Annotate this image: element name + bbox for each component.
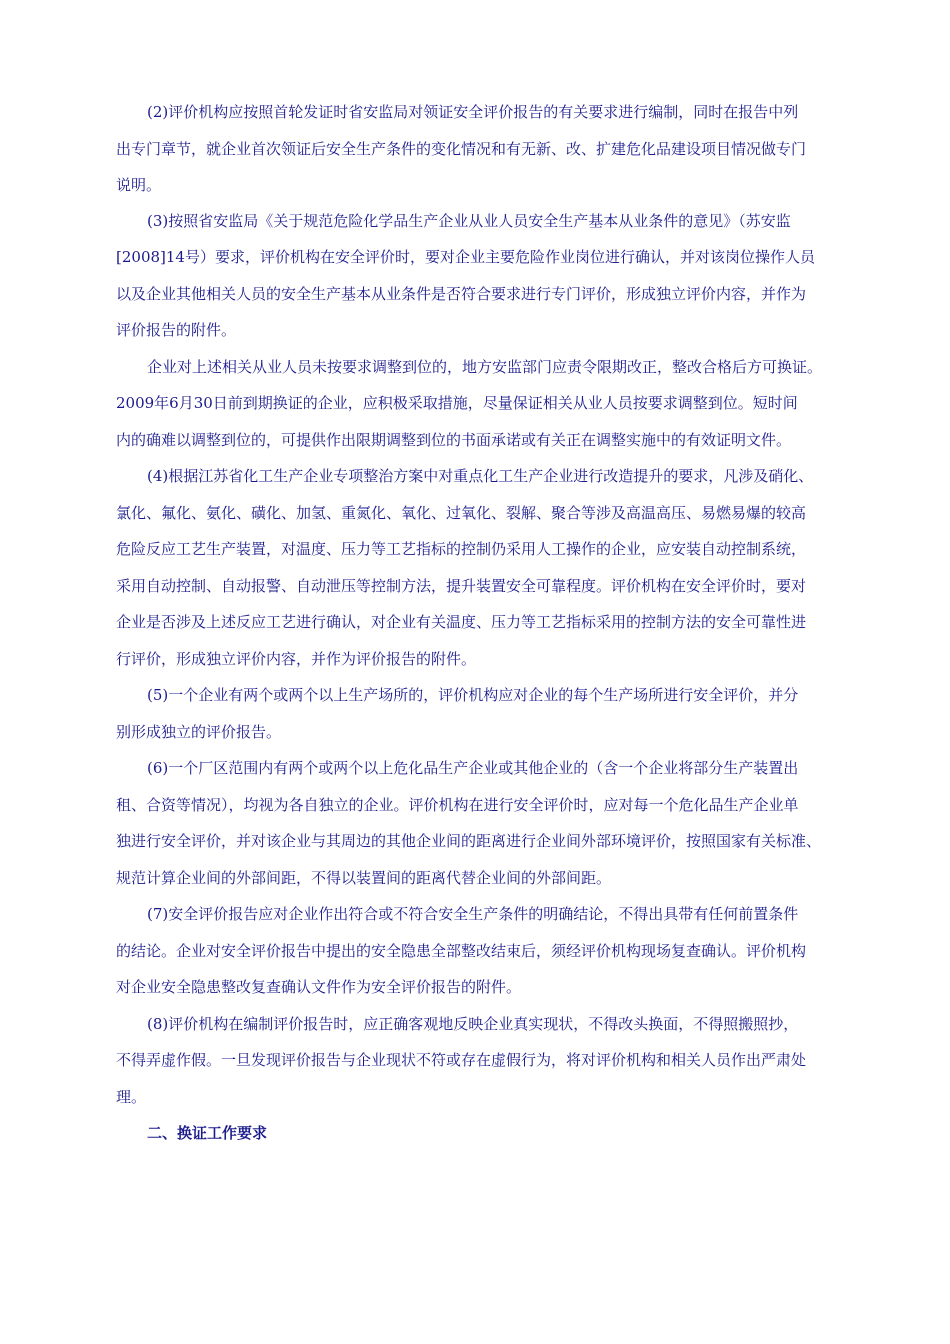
paragraph-8-line-2: 不得弄虚作假。一旦发现评价报告与企业现状不符或存在虚假行为，将对评价机构和相关人员作出严肃处 — [116, 1051, 807, 1069]
paragraph-2-line-2: 出专门章节，就企业首次领证后安全生产条件的变化情况和有无新、改、扩建危化品建设项目情况做专门 — [116, 140, 807, 158]
paragraph-4-line-3: 危险反应工艺生产装置，对温度、压力等工艺指标的控制仍采用人工操作的企业，应安装自动控制系统， — [116, 540, 807, 558]
paragraph-6-line-3: 独进行安全评价，并对该企业与其周边的其他企业间的距离进行企业间外部环境评价，按照国家有关标准、 — [116, 832, 822, 850]
paragraph-3-line-3: 以及企业其他相关人员的安全生产基本从业条件是否符合要求进行专门评价，形成独立评价内容，并作为 — [116, 285, 807, 303]
paragraph-5-line-1: (5)一个企业有两个或两个以上生产场所的，评价机构应对企业的每个生产场所进行安全评价，并分 — [147, 686, 799, 704]
section-heading: 二、换证工作要求 — [147, 1124, 268, 1142]
paragraph-4-line-4: 采用自动控制、自动报警、自动泄压等控制方法，提升装置安全可靠程度。评价机构在安全评价时，要对 — [116, 577, 807, 595]
paragraph-3-line-2: [2008]14号）要求，评价机构在安全评价时，要对企业主要危险作业岗位进行确认，并对该岗位操作人员 — [116, 248, 815, 266]
paragraph-2-line-1: (2)评价机构应按照首轮发证时省安监局对领证安全评价报告的有关要求进行编制，同时在报告中列 — [147, 103, 799, 121]
paragraph-6-line-2: 租、合资等情况），均视为各自独立的企业。评价机构在进行安全评价时，应对每一个危化品生产企业单 — [116, 796, 799, 814]
paragraph-3-line-1: (3)按照省安监局《关于规范危险化学品生产企业从业人员安全生产基本从业条件的意见》（苏安监 — [147, 212, 791, 230]
paragraph-5-line-2: 别形成独立的评价报告。 — [116, 723, 282, 741]
paragraph-4-line-2: 氯化、氟化、氨化、磺化、加氢、重氮化、氧化、过氧化、裂解、聚合等涉及高温高压、易燃易爆的较高 — [116, 504, 807, 522]
paragraph-7-line-2: 的结论。企业对安全评价报告中提出的安全隐患全部整改结束后，须经评价机构现场复查确认。评价机构 — [116, 942, 807, 960]
paragraph-7-line-1: (7)安全评价报告应对企业作出符合或不符合安全生产条件的明确结论，不得出具带有任何前置条件 — [147, 905, 799, 923]
paragraph-6-line-1: (6)一个厂区范围内有两个或两个以上危化品生产企业或其他企业的（含一个企业将部分生产装置出 — [147, 759, 799, 777]
paragraph-4-line-5: 企业是否涉及上述反应工艺进行确认，对企业有关温度、压力等工艺指标采用的控制方法的安全可靠性进 — [116, 613, 807, 631]
paragraph-2-line-3: 说明。 — [116, 176, 162, 194]
paragraph-3b-line-2: 2009年6月30日前到期换证的企业，应积极采取措施，尽量保证相关从业人员按要求调整到位。短时间 — [116, 394, 798, 412]
paragraph-3-line-4: 评价报告的附件。 — [116, 321, 237, 339]
paragraph-7-line-3: 对企业安全隐患整改复查确认文件作为安全评价报告的附件。 — [116, 978, 522, 996]
paragraph-4-line-6: 行评价，形成独立评价内容，并作为评价报告的附件。 — [116, 650, 477, 668]
paragraph-8-line-1: (8)评价机构在编制评价报告时，应正确客观地反映企业真实现状，不得改头换面，不得照搬照抄， — [147, 1015, 799, 1033]
paragraph-8-line-3: 理。 — [116, 1088, 147, 1106]
paragraph-4-line-1: (4)根据江苏省化工生产企业专项整治方案中对重点化工生产企业进行改造提升的要求，凡涉及硝化、 — [147, 467, 814, 485]
paragraph-6-line-4: 规范计算企业间的外部间距，不得以装置间的距离代替企业间的外部间距。 — [116, 869, 612, 887]
paragraph-3b-line-1: 企业对上述相关从业人员未按要求调整到位的，地方安监部门应责令限期改正，整改合格后方可换证。 — [147, 358, 823, 376]
paragraph-3b-line-3: 内的确难以调整到位的，可提供作出限期调整到位的书面承诺或有关正在调整实施中的有效证明文件。 — [116, 431, 792, 449]
